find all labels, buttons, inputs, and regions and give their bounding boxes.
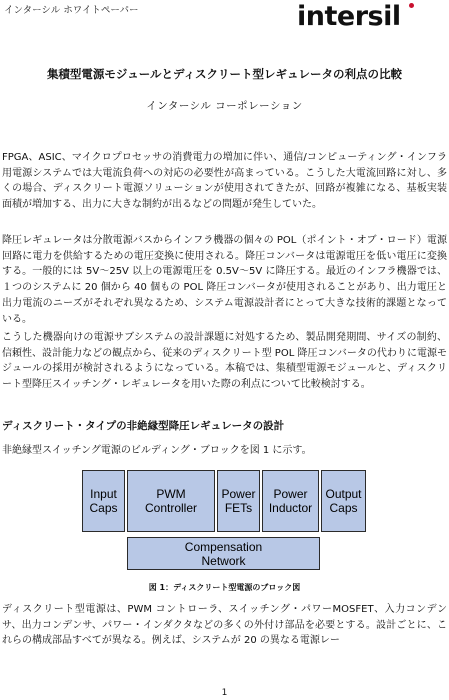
block-diagram (82, 470, 366, 570)
section-heading: ディスクリート・タイプの非絶縁型降圧レギュレータの設計 (2, 420, 285, 432)
block-power-fets: Power FETs (217, 470, 260, 532)
closing-paragraph: ディスクリート型電源は、PWM コントローラ、スイッチング・パワーMOSFET、入力コンデンサ、出力コンデンサ、パワー・インダクタなどの多くの外付け部品を必要とする。設計ごとに、これらの構成部品すべてが異なる。例えば、システムが 20 の異なる電源レー (2, 604, 447, 647)
block-power-inductor: Power Inductor (262, 470, 319, 532)
page-number: 1 (221, 688, 228, 698)
paper-author: インターシル コーポレーション (146, 100, 303, 112)
paragraph-1: FPGA、ASIC、マイクロプロセッサの消費電力の増加に伴い、通信/コンピューティング・インフラ用電源システムでは大電流負荷への対応の必要性が高まっている。こうした大電流回路に対し、多くの場合、ディスクリート電源ソリューションが使用されてきたが、回路が複雑になる、基板実装面積が増加する、出力に大きな制約が出るなどの問題が発生していた。 (2, 152, 447, 211)
logo-text: intersil (297, 1, 401, 32)
paragraph-2: 降圧レギュレータは分散電源バスからインフラ機器の個々の POL（ポイント・オブ・ロード）電源回路に電力を供給するための電圧変換に使用される。降圧コンバータは電源電圧を低い電圧に変換する。一般的には 5V～25V 以上の電源電圧を 0.5V～5V に降圧する。最近のインフラ機器では、１つのシステムに 20 個から 40 個もの POL 降圧コンバータが使用されることがあり、出力電圧と出力電流のニーズがそれぞれ異なるため、システム電源設計者にとって大きな技術的課題となっている。 (2, 235, 447, 325)
block-output-caps: Output Caps (321, 470, 366, 532)
header-label: インターシル ホワイトペーパー (4, 5, 139, 16)
intersil-logo (297, 0, 447, 34)
block-compensation-network: Compensation Network (127, 537, 320, 570)
block-input-caps: Input Caps (82, 470, 125, 532)
paper-title: 集積型電源モジュールとディスクリート型レギュレータの利点の比較 (46, 67, 403, 81)
block-pwm-controller: PWM Controller (127, 470, 215, 532)
paragraph-3: こうした機器向けの電源サブシステムの設計課題に対処するため、製品開発期間、サイズの制約、信頼性、設計能力などの観点から、従来のディスクリート型 POL 降圧コンバータの代わりに電源モジュールの採用が検討されるようになっている。本稿では、集積型電源モジュールと、ディスクリート型降圧スイッチング・レギュレータを用いた際の利点について比較検討する。 (2, 332, 447, 391)
intro-text: 非絶縁型スイッチング電源のビルディング・ブロックを図 1 に示す。 (2, 445, 312, 456)
figure-caption: 図 1：ディスクリート型電源のブロック図 (148, 583, 301, 592)
logo-red-dot (409, 3, 414, 8)
